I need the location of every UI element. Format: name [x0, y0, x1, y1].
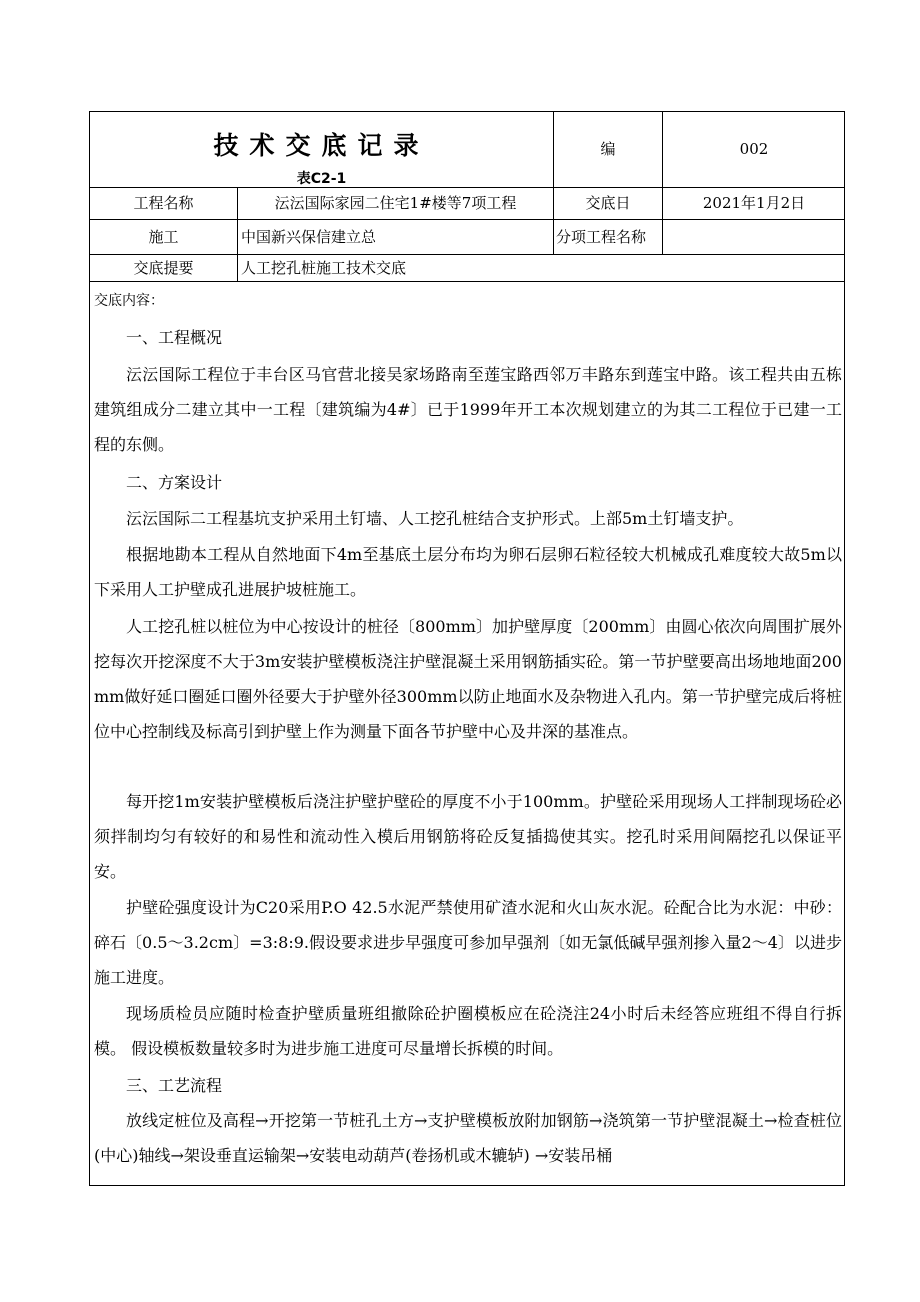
project-name-value: 沄沄国际家园二住宅1#楼等7项工程: [274, 194, 517, 212]
section-heading: 二、方案设计: [126, 473, 223, 492]
sub-project-name-value: [665, 220, 843, 254]
form-code: 表C2-1: [296, 171, 347, 187]
paragraph: 放线定桩位及高程→开挖第一节桩孔土方→支护壁模板放附加钢筋→浇筑第一节护壁混凝土→检查桩位(中心)轴线→架设垂直运输架→安装电动葫芦(卷扬机或木辘轳) →安装吊桶: [94, 1111, 842, 1165]
technical-disclosure-form: [89, 111, 845, 1186]
disclosure-summary-value: 人工挖孔桩施工技术交底: [241, 258, 407, 277]
project-name-label: 工程名称: [133, 194, 194, 212]
number-value: 002: [739, 140, 769, 158]
disclosure-summary-label: 交底提要: [133, 258, 194, 277]
paragraph: 根据地勘本工程从自然地面下4m至基底土层分布均为卵石层卵石粒径较大机械成孔难度较大故5m以下采用人工护壁成孔进展护坡桩施工。: [94, 545, 842, 599]
disclosure-date-label: 交底日: [585, 194, 631, 212]
row-divider: [90, 281, 844, 282]
construction-unit-value: 中国新兴保信建立总: [241, 227, 377, 246]
disclosure-date-value: 2021年1月2日: [702, 194, 806, 212]
section-heading: 一、工程概况: [126, 328, 223, 347]
paragraph: 每开挖1m安装护壁模板后浇注护壁护壁砼的厚度不小于100mm。护壁砼采用现场人工拌制现场砼必须拌制均匀有较好的和易性和流动性入模后用钢筋将砼反复插捣使其实。挖孔时采用间隔挖孔以保证平安。: [94, 792, 842, 881]
number-label: 编: [600, 140, 616, 158]
paragraph: 沄沄国际二工程基坑支护采用土钉墙、人工挖孔桩结合支护形式。上部5m土钉墙支护。: [126, 509, 744, 528]
section-heading: 三、工艺流程: [126, 1076, 223, 1095]
paragraph: 护壁砼强度设计为C20采用P.O 42.5水泥严禁使用矿渣水泥和火山灰水泥。砼配合比为水泥：中砂：碎石〔0.5～3.2cm〕=3:8:9.假设要求进步早强度可参加早强剂〔如无氯低碱早强剂掺入量2～4〕以进步施工进度。: [94, 898, 842, 987]
disclosure-content-label: 交底内容：: [94, 293, 164, 309]
construction-unit-label: 施工: [148, 227, 179, 246]
paragraph: 现场质检员应随时检查护壁质量班组撤除砼护圈模板应在砼浇注24小时后未经答应班组不得自行拆模。 假设模板数量较多时为进步施工进度可尽量增长拆模的时间。: [94, 1004, 842, 1058]
paragraph: 人工挖孔桩以桩位为中心按设计的桩径〔800mm〕加护壁厚度〔200mm〕由圆心依次向周围扩展外挖每次开挖深度不大于3m安装护壁模板浇注护壁混凝土采用钢筋插实砼。第一节护壁要高出场地地面200mm做好延口圈延口圈外径要大于护壁外径300mm以防止地面水及杂物进入孔内。第一节护壁完成后将桩位中心控制线及标高引到护壁上作为测量下面各节护壁中心及井深的基准点。: [94, 617, 842, 741]
form-title: 技术交底记录: [213, 131, 430, 160]
paragraph: 沄沄国际工程位于丰台区马官营北接吴家场路南至莲宝路西邻万丰路东到莲宝中路。该工程共由五栋建筑组成分二建立其中一工程〔建筑编为4#〕已于1999年开工本次规划建立的为其二工程位于已建一工程的东侧。: [94, 365, 842, 454]
sub-project-name-label: 分项工程名称: [556, 227, 647, 246]
